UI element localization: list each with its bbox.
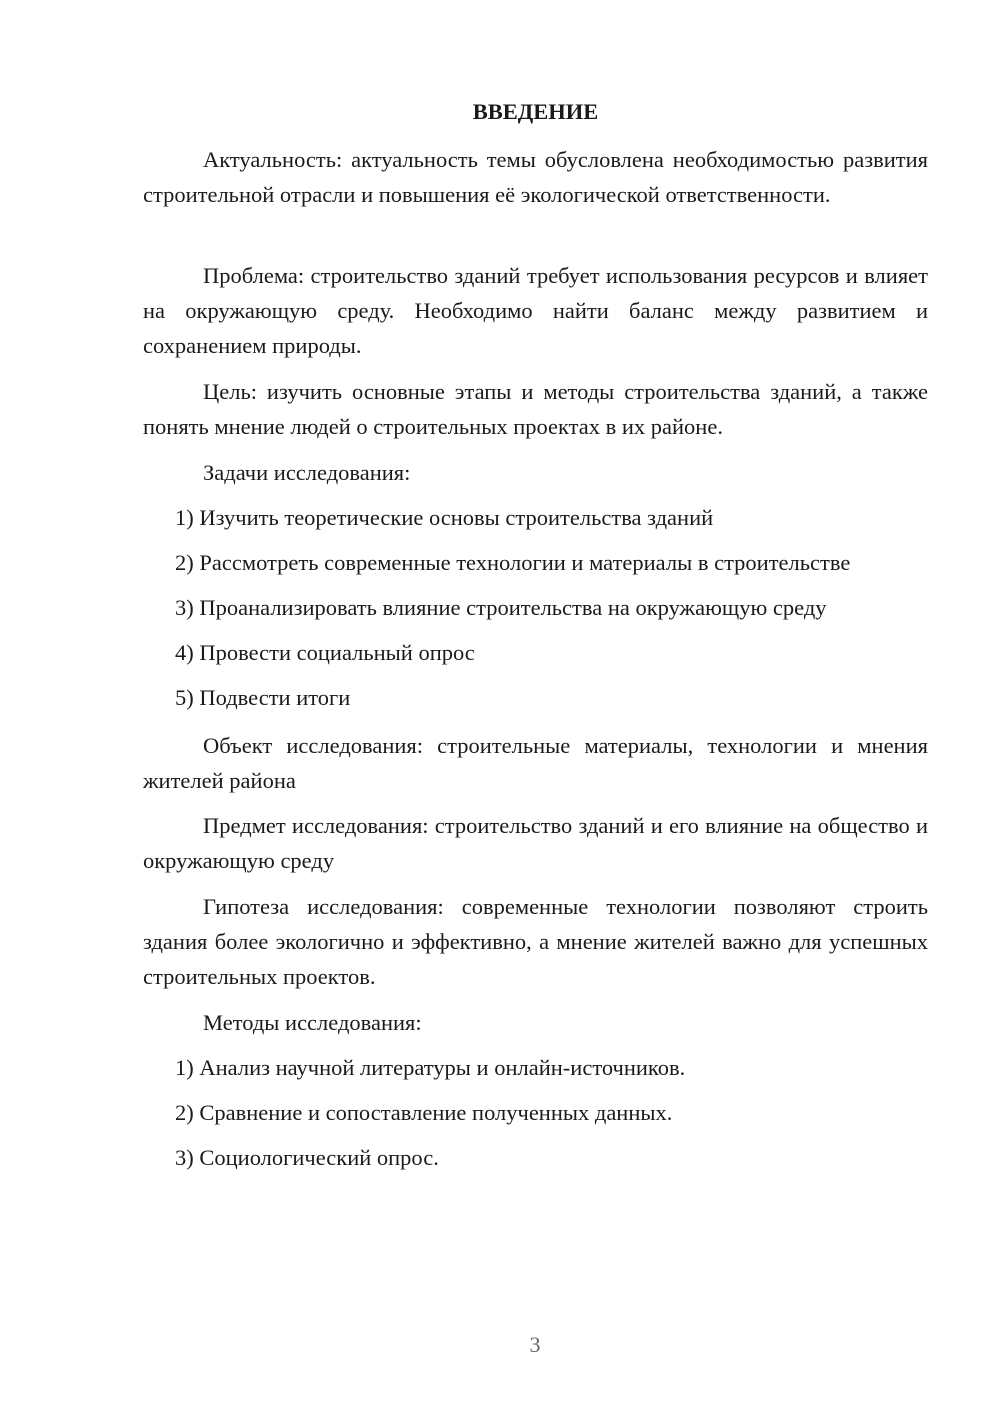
task-item: 4) Провести социальный опрос bbox=[175, 640, 475, 665]
goal-paragraph: Цель: изучить основные этапы и методы строительства зданий, а также понять мнение людей о строительных проектах в их районе. bbox=[143, 379, 928, 439]
object-paragraph: Объект исследования: строительные материалы, технологии и мнения жителей района bbox=[143, 733, 928, 793]
task-item: 1) Изучить теоретические основы строительства зданий bbox=[175, 505, 714, 530]
task-item: 5) Подвести итоги bbox=[175, 685, 351, 710]
page-title: ВВЕДЕНИЕ bbox=[472, 99, 599, 124]
relevance-paragraph: Актуальность: актуальность темы обусловлена необходимостью развития строительной отрасли и повышения её экологической ответственности. bbox=[143, 147, 928, 207]
method-item: 1) Анализ научной литературы и онлайн-источников. bbox=[175, 1055, 686, 1080]
method-item: 3) Социологический опрос. bbox=[175, 1145, 439, 1170]
tasks-title: Задачи исследования: bbox=[203, 460, 411, 485]
problem-paragraph: Проблема: строительство зданий требует использования ресурсов и влияет на окружающую среду. Необходимо найти баланс между развитием и сохранением природы. bbox=[143, 263, 928, 358]
subject-paragraph: Предмет исследования: строительство зданий и его влияние на общество и окружающую среду bbox=[143, 813, 928, 873]
page-number: 3 bbox=[529, 1332, 541, 1357]
methods-title: Методы исследования: bbox=[203, 1010, 422, 1035]
task-item: 3) Проанализировать влияние строительства на окружающую среду bbox=[175, 595, 827, 620]
task-item: 2) Рассмотреть современные технологии и материалы в строительстве bbox=[175, 550, 851, 575]
hypothesis-paragraph: Гипотеза исследования: современные технологии позволяют строить здания более экологично и эффективно, а мнение жителей важно для успешных строительных проектов. bbox=[143, 894, 928, 989]
method-item: 2) Сравнение и сопоставление полученных данных. bbox=[175, 1100, 673, 1125]
